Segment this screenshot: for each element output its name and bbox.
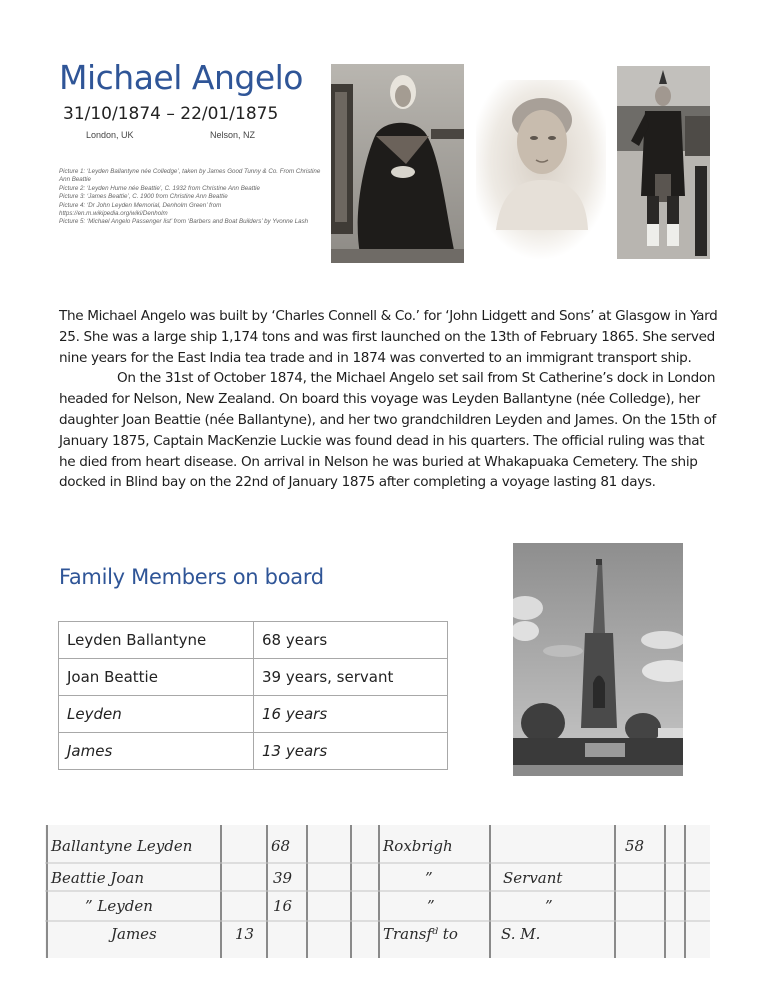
member-name: Leyden [59,696,254,733]
table-row [59,659,448,696]
caption-1: Picture 1: ‘Leyden Ballantyne née Colledge’, taken by James Good Tunny & Co. From Christine Ann Beattie [59,168,321,184]
departure-place: London, UK [86,130,134,140]
list-name-3: ” Leyden [85,897,153,915]
member-name: Leyden Ballantyne [59,622,254,659]
paragraph-voyage: On the 31st of October 1874, the Michael Angelo set sail from St Catherine’s dock in London headed for Nelson, New Zealand. On board this voyage was Leyden Ballantyne (née Colledge), her daughter Joan Beattie (née Ballantyne), and her two grandchildren Leyden and James. On the 15th of January 1875, Captain MacKenzie Luckie was found dead in his quarters. The official ruling was that he died from heart disease. On arrival in Nelson he was buried at Whakapuaka Cemetery. The ship docked in Blind bay on the 22nd of January 1875 after completing a voyage lasting 81 days. [59,370,716,491]
voyage-dates: 31/10/1874 – 22/01/1875 [63,104,279,124]
caption-4: Picture 4: ‘Dr John Leyden Memorial, Denholm Green’ from https://en.m.wikipedia.org/wiki/Denholm [59,201,222,218]
list-age-1: 68 [271,837,291,855]
photo-leyden-hume [476,80,606,260]
photo-james-beattie [617,66,710,259]
member-name: Joan Beattie [59,659,254,696]
list-occupation-4: S. M. [501,925,541,943]
photo-leyden-ballantyne [331,64,464,263]
page-title: Michael Angelo [59,58,303,97]
list-name-2: Beattie Joan [51,869,144,887]
caption-5: Picture 5: ‘Michael Angelo Passenger list’ from ‘Barbers and Boat Builders’ by Yvonne Lash [59,218,309,226]
list-occupation-2: Servant [503,869,563,887]
list-age-3: 16 [273,897,293,915]
list-age-2: 39 [273,869,293,887]
list-county-2: ” [425,869,433,887]
member-details: 13 years [254,733,448,770]
list-county-4: Transfᵈ to [383,925,458,943]
list-name-4: James [111,925,157,943]
member-name: James [59,733,254,770]
family-heading: Family Members on board [59,565,324,589]
table-row [59,622,448,659]
family-table [58,621,448,770]
list-name-1: Ballantyne Leyden [51,837,193,855]
passenger-list-text [45,825,710,958]
body-text [59,306,719,493]
paragraph-ship-history: The Michael Angelo was built by ‘Charles Connell & Co.’ for ‘John Lidgett and Sons’ at Glasgow in Yard 25. She was a large ship 1,174 tons and was first launched on the 13th of February 1865. She served nine years for the East India tea trade and in 1874 was converted to an immigrant transport ship. [59,308,718,366]
member-details: 39 years, servant [254,659,448,696]
list-age-4: 13 [235,925,255,943]
list-county-3: ” [427,897,435,915]
list-number-1: 58 [625,837,645,855]
photo-leyden-memorial [513,543,683,776]
caption-2: Picture 2: ‘Leyden Hume née Beattie’, C. 1932 from Christine Ann Beattie [59,184,260,192]
arrival-place: Nelson, NZ [210,130,256,140]
table-row [59,696,448,733]
picture-captions [59,168,321,227]
list-county-1: Roxbrigh [383,837,453,855]
caption-3: Picture 3: ‘James Beattie’, C. 1900 from Christine Ann Beattie [59,193,228,201]
table-row [59,733,448,770]
list-occupation-3: ” [545,897,553,915]
member-details: 16 years [254,696,448,733]
member-details: 68 years [254,622,448,659]
